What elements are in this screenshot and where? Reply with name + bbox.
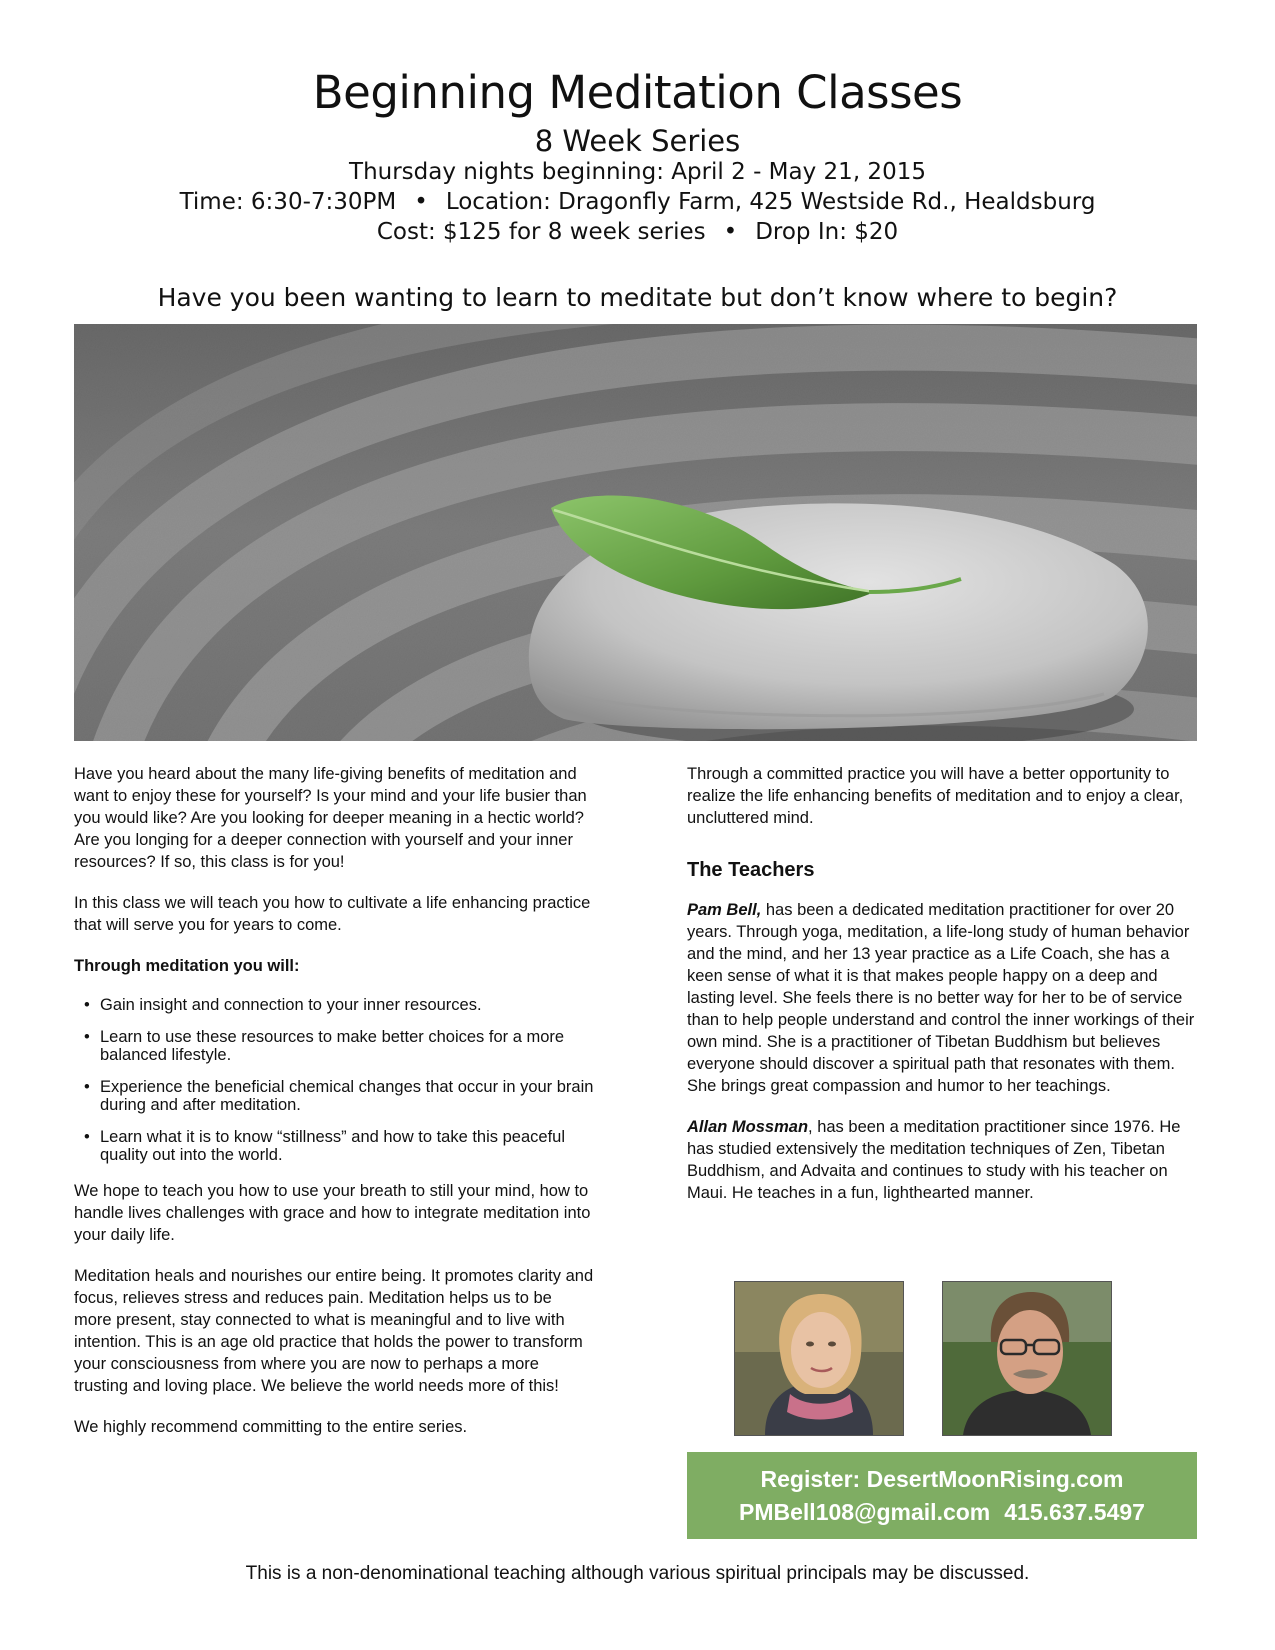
- list-item: • Learn what it is to know “stillness” and how to take this peaceful quality out into the world.: [84, 1128, 594, 1164]
- register-banner: [687, 1452, 1197, 1539]
- list-item: • Gain insight and connection to your inner resources.: [84, 996, 594, 1014]
- allan-bio: [687, 1116, 1197, 1204]
- heals-paragraph: Meditation heals and nourishes our entire being. It promotes clarity and focus, relieves stress and reduces pain. Meditation helps us to be more present, stay connected to what is meaningful and to live with intention. This is an age old practice that holds the power to transform your consciousness from where you are now to perhaps a more trusting and loving place. We believe the world needs more of this!: [74, 1267, 594, 1395]
- allan-bio-text: , has been a meditation practitioner since 1976. He has studied extensively the meditation techniques of Zen, Tibetan Buddhism, and Advaita and continues to study with his teacher on Maui. He teaches in a fun, lighthearted manner.: [687, 1118, 1181, 1202]
- hero-image-zen-stone-leaf: [74, 324, 1197, 741]
- right-column: [687, 763, 1197, 1223]
- register-contact: [687, 1499, 1197, 1526]
- register-website[interactable]: Register: DesertMoonRising.com: [760, 1466, 1124, 1492]
- benefits-list: [74, 996, 594, 1164]
- breath-paragraph: We hope to teach you how to use your breath to still your mind, how to handle lives challenges with grace and how to integrate meditation into your daily life.: [74, 1182, 591, 1244]
- pam-bell-photo: [734, 1281, 904, 1436]
- page-title: Beginning Meditation Classes: [312, 66, 963, 119]
- list-item: • Experience the beneficial chemical changes that occur in your brain during and after meditation.: [84, 1078, 594, 1114]
- cost-line: [0, 219, 1275, 245]
- pam-name: Pam Bell,: [687, 901, 762, 919]
- tagline-question: Have you been wanting to learn to meditate but don’t know where to begin?: [157, 283, 1118, 312]
- list-item: • Learn to use these resources to make better choices for a more balanced lifestyle.: [84, 1028, 594, 1064]
- pam-bio: [687, 899, 1197, 1097]
- class-location: Location: Dragonfly Farm, 425 Westside Rd., Healdsburg: [445, 189, 1096, 215]
- allan-name: Allan Mossman: [687, 1118, 809, 1136]
- class-dates: Thursday nights beginning: April 2 - May 21, 2015: [349, 159, 926, 185]
- teachers-heading: The Teachers: [687, 859, 815, 881]
- class-time: Time: 6:30-7:30PM: [179, 189, 397, 215]
- contact-email[interactable]: PMBell108@gmail.com: [739, 1499, 991, 1525]
- footer-note: This is a non-denominational teaching although various spiritual principals may be discussed.: [245, 1563, 1030, 1584]
- committed-paragraph: Through a committed practice you will have a better opportunity to realize the life enhancing benefits of meditation and to enjoy a clear, uncluttered mind.: [687, 765, 1184, 827]
- left-column: [74, 763, 594, 1457]
- series-subtitle: 8 Week Series: [534, 124, 741, 158]
- intro-paragraph: Have you heard about the many life-giving benefits of meditation and want to enjoy these for yourself? Is your mind and your life busier than you would like? Are you looking for deeper meaning in a hectic world? Are you longing for a deeper connection with yourself and your inner resources? If so, this class is for you!: [74, 765, 587, 871]
- drop-in-cost: Drop In: $20: [755, 219, 899, 245]
- allan-mossman-photo: [942, 1281, 1112, 1436]
- recommend-paragraph: We highly recommend committing to the entire series.: [74, 1418, 468, 1436]
- time-location-line: [0, 189, 1275, 215]
- series-cost: Cost: $125 for 8 week series: [376, 219, 706, 245]
- cultivate-paragraph: In this class we will teach you how to cultivate a life enhancing practice that will serve you for years to come.: [74, 894, 591, 934]
- separator-bullet: •: [723, 219, 738, 245]
- contact-phone[interactable]: 415.637.5497: [1004, 1499, 1145, 1525]
- pam-bio-text: has been a dedicated meditation practitioner for over 20 years. Through yoga, meditation, a life-long study of human behavior and the mind, and her 13 year practice as a Life Coach, she has a keen sense of what it is that makes people happy on a deep and lasting level. She feels there is no better way for her to be of service than to help people understand and control the inner workings of their own mind. She is a practitioner of Tibetan Buddhism but believes everyone should discover a spiritual path that resonates with them. She brings great compassion and humor to her teachings.: [687, 901, 1195, 1095]
- benefits-heading: Through meditation you will:: [74, 957, 300, 975]
- separator-bullet: •: [414, 189, 428, 215]
